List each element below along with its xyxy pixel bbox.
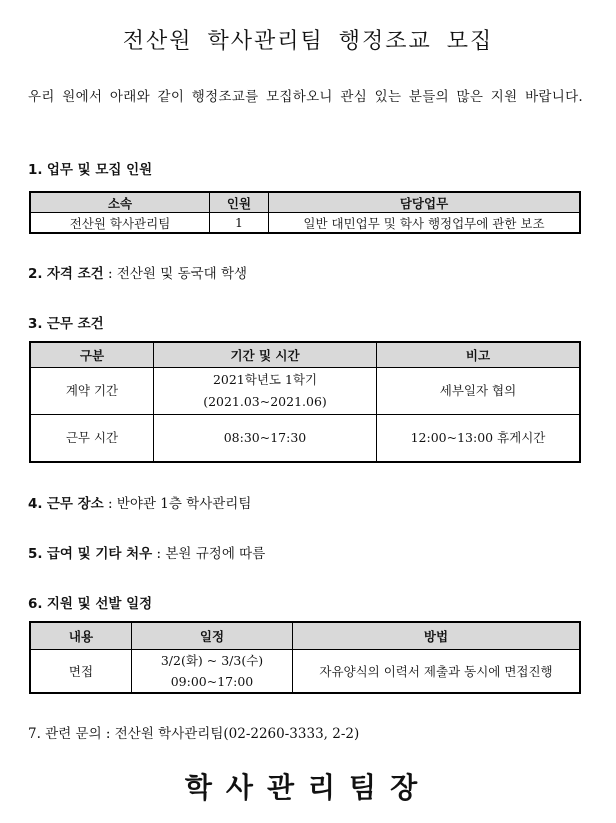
col-header-category: 구분 bbox=[30, 342, 154, 368]
section-number: 2. bbox=[28, 266, 43, 282]
cell-category: 근무 시간 bbox=[30, 415, 154, 463]
intro-paragraph: 우리 원에서 아래와 같이 행정조교를 모집하오니 관심 있는 분들의 많은 지원 바랍니다. bbox=[28, 89, 584, 105]
schedule-table bbox=[29, 621, 581, 694]
cell-schedule bbox=[132, 650, 293, 694]
section-3-heading bbox=[28, 312, 104, 332]
table-row bbox=[30, 650, 580, 694]
section-separator: : bbox=[103, 266, 117, 282]
cell-remarks: 12:00~13:00 휴게시간 bbox=[377, 415, 581, 463]
period-line: (2021.03~2021.06) bbox=[203, 394, 327, 409]
cell-category: 계약 기간 bbox=[30, 368, 154, 415]
section-1-heading bbox=[28, 158, 152, 178]
table-row bbox=[30, 368, 580, 415]
section-title: 근무 조건 bbox=[46, 316, 104, 332]
cell-period bbox=[154, 368, 377, 415]
signature: 학사관리팀장 bbox=[184, 771, 432, 804]
cell-method: 자유양식의 이력서 제출과 동시에 면접진행 bbox=[293, 650, 581, 694]
cell-duties: 일반 대민업무 및 학사 행정업무에 관한 보조 bbox=[269, 213, 581, 234]
section-7-inquiry: 7. 관련 문의 : 전산원 학사관리팀(02-2260-3333, 2-2) bbox=[28, 726, 360, 742]
section-body: 본원 규정에 따름 bbox=[165, 546, 266, 562]
col-header-method: 방법 bbox=[293, 622, 581, 650]
cell-item: 면접 bbox=[30, 650, 132, 694]
cell-headcount: 1 bbox=[210, 213, 269, 234]
table-row bbox=[30, 213, 580, 234]
section-5-heading bbox=[28, 542, 265, 562]
section-6-heading bbox=[28, 592, 152, 612]
section-separator: : bbox=[103, 496, 117, 512]
section-number: 3. bbox=[28, 316, 43, 332]
col-header-duties: 담당업무 bbox=[269, 192, 581, 213]
schedule-line: 09:00~17:00 bbox=[170, 674, 254, 689]
col-header-headcount: 인원 bbox=[210, 192, 269, 213]
col-header-affiliation: 소속 bbox=[30, 192, 210, 213]
col-header-schedule: 일정 bbox=[132, 622, 293, 650]
table-header-row bbox=[30, 342, 580, 368]
section-number: 1. bbox=[28, 162, 43, 178]
section-separator: : bbox=[152, 546, 166, 562]
table-header-row bbox=[30, 192, 580, 213]
col-header-item: 내용 bbox=[30, 622, 132, 650]
col-header-period: 기간 및 시간 bbox=[154, 342, 377, 368]
section-2-heading bbox=[28, 262, 247, 282]
section-number: 4. bbox=[28, 496, 43, 512]
section-title: 자격 조건 bbox=[46, 266, 104, 282]
col-header-remarks: 비고 bbox=[377, 342, 581, 368]
cell-period: 08:30~17:30 bbox=[154, 415, 377, 463]
cell-remarks: 세부일자 협의 bbox=[377, 368, 581, 415]
table-row bbox=[30, 415, 580, 463]
table-header-row bbox=[30, 622, 580, 650]
section-body: 전산원 및 동국대 학생 bbox=[116, 266, 248, 282]
section-body: 반야관 1층 학사관리팀 bbox=[116, 496, 252, 512]
section-number: 5. bbox=[28, 546, 43, 562]
section-number: 6. bbox=[28, 596, 43, 612]
section-4-heading bbox=[28, 492, 251, 512]
cell-affiliation: 전산원 학사관리팀 bbox=[30, 213, 210, 234]
section-title: 근무 장소 bbox=[46, 496, 104, 512]
recruit-table bbox=[29, 191, 581, 234]
work-conditions-table bbox=[29, 341, 581, 463]
section-title: 지원 및 선발 일정 bbox=[46, 596, 153, 612]
period-line: 2021학년도 1학기 bbox=[212, 372, 318, 387]
page-title: 전산원 학사관리팀 행정조교 모집 bbox=[122, 29, 494, 54]
section-title: 급여 및 기타 처우 bbox=[46, 546, 153, 562]
schedule-line: 3/2(화) ~ 3/3(수) bbox=[160, 653, 264, 668]
section-title: 업무 및 모집 인원 bbox=[46, 162, 153, 178]
